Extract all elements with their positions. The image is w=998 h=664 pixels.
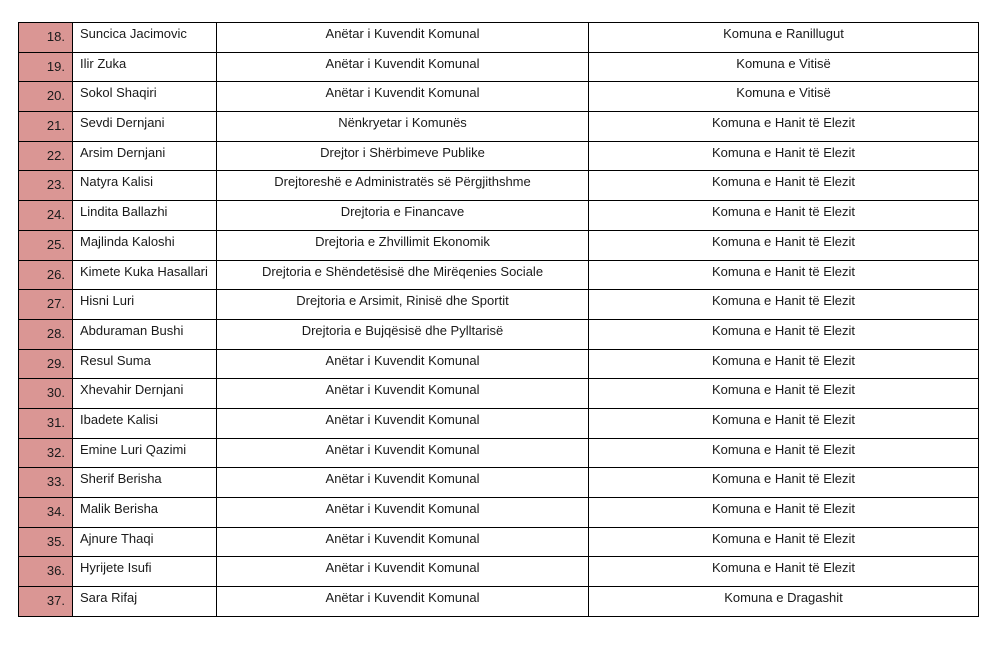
row-number-cell: 33. <box>19 468 73 498</box>
municipality-cell: Komuna e Hanit të Elezit <box>589 141 979 171</box>
row-number-cell: 18. <box>19 23 73 53</box>
table-row <box>19 82 979 112</box>
name-cell: Arsim Dernjani <box>73 141 217 171</box>
table-row <box>19 230 979 260</box>
row-number-cell: 36. <box>19 557 73 587</box>
municipality-cell: Komuna e Hanit të Elezit <box>589 527 979 557</box>
position-cell: Anëtar i Kuvendit Komunal <box>217 52 589 82</box>
row-number-cell: 30. <box>19 379 73 409</box>
row-number-cell: 25. <box>19 230 73 260</box>
table-row <box>19 171 979 201</box>
position-cell: Drejtoria e Shëndetësisë dhe Mirëqenies Sociale <box>217 260 589 290</box>
position-cell: Drejtoria e Bujqësisë dhe Pylltarisë <box>217 319 589 349</box>
table-row <box>19 23 979 53</box>
position-cell: Anëtar i Kuvendit Komunal <box>217 557 589 587</box>
name-cell: Sevdi Dernjani <box>73 112 217 142</box>
row-number-cell: 32. <box>19 438 73 468</box>
table-row <box>19 498 979 528</box>
name-cell: Ilir Zuka <box>73 52 217 82</box>
row-number-cell: 22. <box>19 141 73 171</box>
municipality-cell: Komuna e Hanit të Elezit <box>589 319 979 349</box>
name-cell: Sokol Shaqiri <box>73 82 217 112</box>
name-cell: Lindita Ballazhi <box>73 201 217 231</box>
name-cell: Malik Berisha <box>73 498 217 528</box>
row-number-cell: 19. <box>19 52 73 82</box>
row-number-cell: 21. <box>19 112 73 142</box>
name-cell: Suncica Jacimovic <box>73 23 217 53</box>
row-number-cell: 27. <box>19 290 73 320</box>
row-number-cell: 29. <box>19 349 73 379</box>
municipality-cell: Komuna e Vitisë <box>589 52 979 82</box>
position-cell: Anëtar i Kuvendit Komunal <box>217 23 589 53</box>
row-number-cell: 35. <box>19 527 73 557</box>
municipality-cell: Komuna e Hanit të Elezit <box>589 498 979 528</box>
table-row <box>19 408 979 438</box>
name-cell: Ibadete Kalisi <box>73 408 217 438</box>
table-row <box>19 201 979 231</box>
table-row <box>19 319 979 349</box>
municipality-cell: Komuna e Ranillugut <box>589 23 979 53</box>
table-row <box>19 527 979 557</box>
position-cell: Nënkryetar i Komunës <box>217 112 589 142</box>
municipality-cell: Komuna e Hanit të Elezit <box>589 201 979 231</box>
name-cell: Kimete Kuka Hasallari <box>73 260 217 290</box>
municipality-cell: Komuna e Hanit të Elezit <box>589 408 979 438</box>
municipality-cell: Komuna e Vitisë <box>589 82 979 112</box>
municipality-cell: Komuna e Dragashit <box>589 587 979 617</box>
name-cell: Sara Rifaj <box>73 587 217 617</box>
participants-table <box>18 22 979 617</box>
position-cell: Anëtar i Kuvendit Komunal <box>217 587 589 617</box>
name-cell: Majlinda Kaloshi <box>73 230 217 260</box>
row-number-cell: 26. <box>19 260 73 290</box>
position-cell: Drejtor i Shërbimeve Publike <box>217 141 589 171</box>
position-cell: Anëtar i Kuvendit Komunal <box>217 379 589 409</box>
position-cell: Anëtar i Kuvendit Komunal <box>217 468 589 498</box>
table-row <box>19 112 979 142</box>
row-number-cell: 24. <box>19 201 73 231</box>
table-row <box>19 349 979 379</box>
table-row <box>19 52 979 82</box>
position-cell: Drejtoria e Zhvillimit Ekonomik <box>217 230 589 260</box>
name-cell: Resul Suma <box>73 349 217 379</box>
table-row <box>19 379 979 409</box>
municipality-cell: Komuna e Hanit të Elezit <box>589 112 979 142</box>
position-cell: Drejtoria e Arsimit, Rinisë dhe Sportit <box>217 290 589 320</box>
table-row <box>19 260 979 290</box>
municipality-cell: Komuna e Hanit të Elezit <box>589 260 979 290</box>
position-cell: Anëtar i Kuvendit Komunal <box>217 408 589 438</box>
table-body <box>19 23 979 617</box>
name-cell: Abduraman Bushi <box>73 319 217 349</box>
table-row <box>19 468 979 498</box>
position-cell: Anëtar i Kuvendit Komunal <box>217 438 589 468</box>
position-cell: Drejtoreshë e Administratës së Përgjithshme <box>217 171 589 201</box>
municipality-cell: Komuna e Hanit të Elezit <box>589 557 979 587</box>
table-row <box>19 290 979 320</box>
name-cell: Sherif Berisha <box>73 468 217 498</box>
row-number-cell: 28. <box>19 319 73 349</box>
municipality-cell: Komuna e Hanit të Elezit <box>589 349 979 379</box>
name-cell: Hyrijete Isufi <box>73 557 217 587</box>
row-number-cell: 23. <box>19 171 73 201</box>
name-cell: Ajnure Thaqi <box>73 527 217 557</box>
table-row <box>19 438 979 468</box>
municipality-cell: Komuna e Hanit të Elezit <box>589 171 979 201</box>
name-cell: Natyra Kalisi <box>73 171 217 201</box>
municipality-cell: Komuna e Hanit të Elezit <box>589 290 979 320</box>
table-row <box>19 557 979 587</box>
row-number-cell: 31. <box>19 408 73 438</box>
name-cell: Emine Luri Qazimi <box>73 438 217 468</box>
municipality-cell: Komuna e Hanit të Elezit <box>589 438 979 468</box>
municipality-cell: Komuna e Hanit të Elezit <box>589 230 979 260</box>
position-cell: Drejtoria e Financave <box>217 201 589 231</box>
name-cell: Xhevahir Dernjani <box>73 379 217 409</box>
table-row <box>19 587 979 617</box>
position-cell: Anëtar i Kuvendit Komunal <box>217 527 589 557</box>
position-cell: Anëtar i Kuvendit Komunal <box>217 349 589 379</box>
row-number-cell: 20. <box>19 82 73 112</box>
position-cell: Anëtar i Kuvendit Komunal <box>217 82 589 112</box>
row-number-cell: 34. <box>19 498 73 528</box>
table-row <box>19 141 979 171</box>
position-cell: Anëtar i Kuvendit Komunal <box>217 498 589 528</box>
row-number-cell: 37. <box>19 587 73 617</box>
name-cell: Hisni Luri <box>73 290 217 320</box>
municipality-cell: Komuna e Hanit të Elezit <box>589 379 979 409</box>
municipality-cell: Komuna e Hanit të Elezit <box>589 468 979 498</box>
